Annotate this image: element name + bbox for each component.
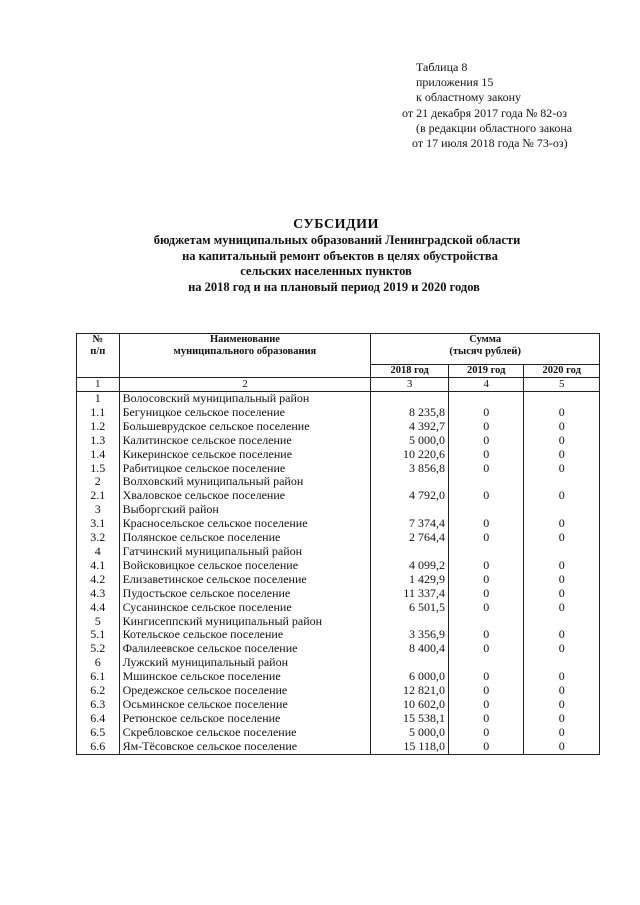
row-value-2020: 0: [524, 642, 600, 656]
column-index: 2: [119, 378, 371, 392]
header-year-2018: 2018 год: [371, 365, 449, 378]
row-name: Скребловское сельское поселение: [119, 726, 371, 740]
table-row: [77, 587, 600, 601]
row-name: Кикеринское сельское поселение: [119, 448, 371, 462]
table-body: [77, 392, 600, 755]
row-value-2019: 0: [448, 670, 523, 684]
row-number: 3.1: [77, 517, 120, 531]
header-name: [119, 334, 371, 378]
row-number: 6.3: [77, 698, 120, 712]
row-name: Выборгский район: [119, 503, 371, 517]
row-number: 1.5: [77, 462, 120, 476]
table-row: [77, 740, 600, 754]
row-value-2019: [448, 475, 523, 489]
table-row: [77, 503, 600, 517]
subsidies-table: [76, 333, 600, 755]
row-number: 5.2: [77, 642, 120, 656]
row-value-2020: 0: [524, 698, 600, 712]
row-value-2018: 15 538,1: [371, 712, 449, 726]
row-value-2020: 0: [524, 684, 600, 698]
row-value-2020: 0: [524, 434, 600, 448]
row-number: 1: [77, 392, 120, 406]
table-row: [77, 420, 600, 434]
appendix-line: к областному закону: [416, 90, 522, 105]
row-value-2020: 0: [524, 587, 600, 601]
row-value-2018: 3 356,9: [371, 628, 449, 642]
row-value-2019: [448, 615, 523, 629]
row-number: 3.2: [77, 531, 120, 545]
row-value-2020: 0: [524, 573, 600, 587]
row-value-2018: 8 400,4: [371, 642, 449, 656]
row-name: Большеврудское сельское поселение: [119, 420, 371, 434]
row-value-2018: [371, 615, 449, 629]
row-value-2018: 3 856,8: [371, 462, 449, 476]
row-name: Хваловское сельское поселение: [119, 489, 371, 503]
row-value-2019: 0: [448, 406, 523, 420]
table-row: [77, 406, 600, 420]
column-index: 1: [77, 378, 120, 392]
row-value-2019: 0: [448, 531, 523, 545]
table-row: [77, 642, 600, 656]
table-row: [77, 434, 600, 448]
row-value-2019: 0: [448, 628, 523, 642]
header-num: [77, 334, 120, 378]
row-name: Бегуницкое сельское поселение: [119, 406, 371, 420]
table-row: [77, 615, 600, 629]
row-name: Фалилеевское сельское поселение: [119, 642, 371, 656]
header-year-2020: 2020 год: [524, 365, 600, 378]
row-value-2020: [524, 656, 600, 670]
table-row: [77, 573, 600, 587]
title-line: сельских населенных пунктов: [240, 264, 412, 278]
row-value-2018: 12 821,0: [371, 684, 449, 698]
row-value-2019: 0: [448, 601, 523, 615]
row-name: Гатчинский муниципальный район: [119, 545, 371, 559]
row-number: 3: [77, 503, 120, 517]
row-name: Полянское сельское поселение: [119, 531, 371, 545]
header-sum-line2: (тысяч рублей): [449, 346, 521, 357]
table-row: [77, 670, 600, 684]
header-num-line1: №: [92, 334, 104, 345]
row-value-2020: 0: [524, 726, 600, 740]
row-value-2019: 0: [448, 726, 523, 740]
table-row: [77, 601, 600, 615]
row-number: 4.4: [77, 601, 120, 615]
column-index: 3: [371, 378, 449, 392]
table-row: [77, 684, 600, 698]
table-row: [77, 448, 600, 462]
row-value-2020: 0: [524, 670, 600, 684]
header-num-line2: п/п: [90, 346, 106, 357]
row-value-2018: 8 235,8: [371, 406, 449, 420]
row-value-2020: 0: [524, 740, 600, 754]
row-name: Красносельское сельское поселение: [119, 517, 371, 531]
row-value-2020: 0: [524, 489, 600, 503]
row-value-2019: [448, 392, 523, 406]
row-value-2019: 0: [448, 448, 523, 462]
row-value-2019: 0: [448, 420, 523, 434]
row-value-2019: [448, 503, 523, 517]
row-number: 4.1: [77, 559, 120, 573]
row-value-2020: 0: [524, 601, 600, 615]
row-number: 6.1: [77, 670, 120, 684]
row-value-2020: 0: [524, 628, 600, 642]
row-value-2018: 11 337,4: [371, 587, 449, 601]
row-number: 6.4: [77, 712, 120, 726]
row-value-2018: 6 000,0: [371, 670, 449, 684]
row-value-2020: 0: [524, 420, 600, 434]
table-row: [77, 517, 600, 531]
appendix-line: приложения 15: [416, 75, 494, 90]
row-value-2018: [371, 545, 449, 559]
row-value-2020: 0: [524, 517, 600, 531]
title-line: бюджетам муниципальных образований Ленинградской области: [153, 233, 521, 247]
row-value-2018: 2 764,4: [371, 531, 449, 545]
row-value-2020: [524, 475, 600, 489]
row-number: 1.1: [77, 406, 120, 420]
row-value-2019: 0: [448, 573, 523, 587]
row-name: Сусанинское сельское поселение: [119, 601, 371, 615]
table-row: [77, 656, 600, 670]
appendix-line: (в редакции областного закона: [416, 120, 573, 135]
row-value-2018: 5 000,0: [371, 434, 449, 448]
row-name: Осьминское сельское поселение: [119, 698, 371, 712]
row-value-2018: [371, 392, 449, 406]
row-value-2018: [371, 475, 449, 489]
row-value-2019: 0: [448, 517, 523, 531]
document-title: [0, 216, 640, 295]
row-value-2019: 0: [448, 462, 523, 476]
row-value-2020: 0: [524, 448, 600, 462]
row-name: Ям-Тёсовское сельское поселение: [119, 740, 371, 754]
row-value-2018: 4 099,2: [371, 559, 449, 573]
row-value-2020: [524, 503, 600, 517]
row-value-2018: 5 000,0: [371, 726, 449, 740]
row-name: Ретюнское сельское поселение: [119, 712, 371, 726]
row-number: 4: [77, 545, 120, 559]
row-number: 2.1: [77, 489, 120, 503]
title-line: на 2018 год и на плановый период 2019 и 2020 годов: [188, 279, 480, 294]
row-value-2019: 0: [448, 587, 523, 601]
column-index: 4: [448, 378, 523, 392]
row-value-2019: 0: [448, 559, 523, 573]
row-value-2019: 0: [448, 740, 523, 754]
column-index: 5: [524, 378, 600, 392]
row-number: 6: [77, 656, 120, 670]
appendix-reference: [398, 60, 572, 151]
row-value-2018: [371, 656, 449, 670]
row-number: 1.3: [77, 434, 120, 448]
row-value-2019: 0: [448, 698, 523, 712]
row-number: 6.6: [77, 740, 120, 754]
table-row: [77, 726, 600, 740]
header-name-line1: Наименование: [209, 334, 280, 345]
row-name: Волосовский муниципальный район: [119, 392, 371, 406]
row-name: Войсковицкое сельское поселение: [119, 559, 371, 573]
row-value-2019: [448, 545, 523, 559]
row-value-2019: 0: [448, 712, 523, 726]
title-main: СУБСИДИИ: [293, 217, 379, 232]
row-value-2020: 0: [524, 559, 600, 573]
row-value-2018: 4 392,7: [371, 420, 449, 434]
title-line: на капитальный ремонт объектов в целях обустройства: [182, 248, 498, 263]
table-row: [77, 628, 600, 642]
row-value-2018: 10 220,6: [371, 448, 449, 462]
row-number: 1.2: [77, 420, 120, 434]
table-row: [77, 531, 600, 545]
row-number: 2: [77, 475, 120, 489]
table-row: [77, 489, 600, 503]
row-name: Оредежское сельское поселение: [119, 684, 371, 698]
row-number: 5.1: [77, 628, 120, 642]
row-value-2020: 0: [524, 712, 600, 726]
table-row: [77, 462, 600, 476]
row-value-2020: [524, 392, 600, 406]
header-sum: [371, 334, 600, 365]
row-value-2019: [448, 656, 523, 670]
header-name-line2: муниципального образования: [173, 346, 317, 357]
row-number: 4.2: [77, 573, 120, 587]
row-number: 1.4: [77, 448, 120, 462]
row-name: Мшинское сельское поселение: [119, 670, 371, 684]
appendix-line: от 17 июля 2018 года № 73-оз): [412, 136, 568, 151]
row-value-2018: [371, 503, 449, 517]
row-number: 6.2: [77, 684, 120, 698]
table-row: [77, 392, 600, 406]
header-year-2019: 2019 год: [448, 365, 523, 378]
row-value-2019: 0: [448, 684, 523, 698]
row-value-2019: 0: [448, 642, 523, 656]
row-value-2018: 1 429,9: [371, 573, 449, 587]
row-name: Волховский муниципальный район: [119, 475, 371, 489]
row-name: Лужский муниципальный район: [119, 656, 371, 670]
column-index-row: [77, 378, 600, 392]
row-value-2018: 4 792,0: [371, 489, 449, 503]
row-value-2020: [524, 615, 600, 629]
row-name: Котельское сельское поселение: [119, 628, 371, 642]
row-name: Калитинское сельское поселение: [119, 434, 371, 448]
row-name: Елизаветинское сельское поселение: [119, 573, 371, 587]
row-value-2018: 7 374,4: [371, 517, 449, 531]
table-header: [77, 334, 600, 392]
table-row: [77, 559, 600, 573]
appendix-line: от 21 декабря 2017 года № 82-оз: [402, 105, 568, 120]
table-row: [77, 545, 600, 559]
table-row: [77, 712, 600, 726]
row-value-2018: 10 602,0: [371, 698, 449, 712]
table-row: [77, 698, 600, 712]
row-value-2019: 0: [448, 489, 523, 503]
row-value-2018: 15 118,0: [371, 740, 449, 754]
row-number: 5: [77, 615, 120, 629]
header-sum-line1: Сумма: [469, 334, 502, 345]
row-number: 4.3: [77, 587, 120, 601]
row-name: Кингисеппский муниципальный район: [119, 615, 371, 629]
row-value-2020: [524, 545, 600, 559]
row-number: 6.5: [77, 726, 120, 740]
row-value-2020: 0: [524, 462, 600, 476]
row-name: Пудостьское сельское поселение: [119, 587, 371, 601]
appendix-line: Таблица 8: [416, 60, 468, 74]
row-value-2019: 0: [448, 434, 523, 448]
row-value-2018: 6 501,5: [371, 601, 449, 615]
table-row: [77, 475, 600, 489]
row-value-2020: 0: [524, 406, 600, 420]
row-name: Рабитицкое сельское поселение: [119, 462, 371, 476]
row-value-2020: 0: [524, 531, 600, 545]
